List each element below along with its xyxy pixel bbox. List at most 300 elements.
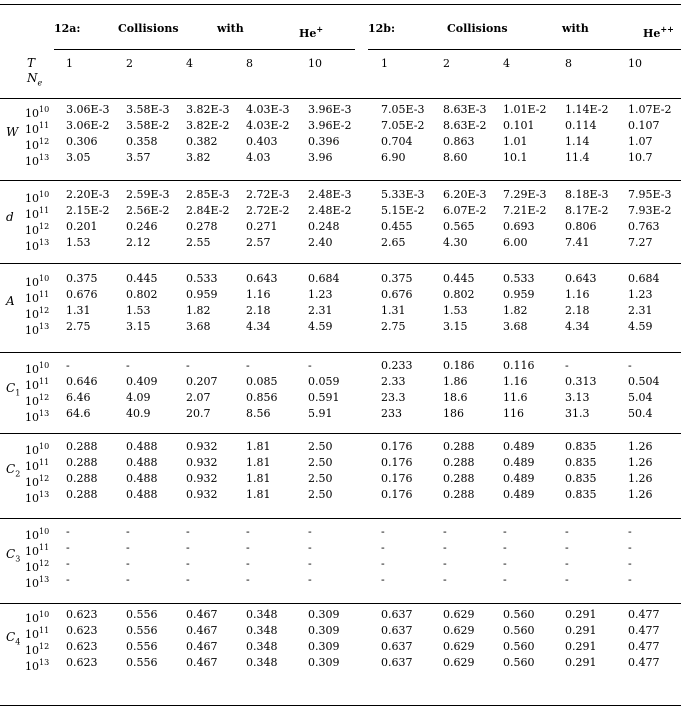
table-cell: 2.72E-2 xyxy=(246,204,290,217)
table-cell: 7.27 xyxy=(628,236,653,249)
table-cell: 0.309 xyxy=(308,608,340,621)
table-cell: 0.291 xyxy=(565,624,597,637)
table-cell: 0.556 xyxy=(126,640,158,653)
density-base: 10 xyxy=(25,139,39,152)
table-cell: 0.676 xyxy=(66,288,98,301)
table-cell: 0.637 xyxy=(381,640,413,653)
table-cell: 0.533 xyxy=(503,272,535,285)
table-cell: 0.556 xyxy=(126,608,158,621)
table-cell: 2.20E-3 xyxy=(66,188,110,201)
table-cell: 0.835 xyxy=(565,472,597,485)
table-cell: 0.246 xyxy=(126,220,158,233)
group-rule-2 xyxy=(0,263,681,264)
density-base: 10 xyxy=(25,545,39,558)
table-cell: 0.932 xyxy=(186,488,218,501)
temperature-header-b-8: 8 xyxy=(565,57,572,70)
table-cell: 0.445 xyxy=(443,272,475,285)
table-cell: 0.489 xyxy=(503,488,535,501)
table-cell: 3.82 xyxy=(186,151,211,164)
table-cell: 1.16 xyxy=(503,375,528,388)
table-cell: 3.58E-2 xyxy=(126,119,170,132)
table-cell: - xyxy=(381,557,385,570)
density-exponent: 10 xyxy=(39,527,50,536)
table-cell: - xyxy=(126,525,130,538)
table-cell: 3.96E-2 xyxy=(308,119,352,132)
table-cell: 1.53 xyxy=(66,236,91,249)
table-cell: 0.556 xyxy=(126,656,158,669)
table-cell: 0.629 xyxy=(443,656,475,669)
table-cell: 0.313 xyxy=(565,375,597,388)
table-cell: 0.348 xyxy=(246,640,278,653)
table-cell: 0.085 xyxy=(246,375,278,388)
density-base: 10 xyxy=(25,644,39,657)
table-cell: 0.623 xyxy=(66,656,98,669)
table-cell: 1.26 xyxy=(628,456,653,469)
table-cell: 3.05 xyxy=(66,151,91,164)
table-cell: 3.57 xyxy=(126,151,151,164)
parameter-subscript: 3 xyxy=(15,554,21,564)
table-cell: 0.288 xyxy=(443,488,475,501)
parameter-symbol: C xyxy=(6,381,16,395)
table-cell: - xyxy=(565,525,569,538)
table-cell: - xyxy=(246,525,250,538)
density-exponent: 12 xyxy=(39,306,50,315)
table-cell: 5.04 xyxy=(628,391,653,404)
table-cell: 0.643 xyxy=(246,272,278,285)
density-row-label xyxy=(25,573,49,591)
table-cell: 0.959 xyxy=(186,288,218,301)
table-cell: - xyxy=(565,359,569,372)
table-cell: 3.68 xyxy=(503,320,528,333)
table-cell: 0.556 xyxy=(126,624,158,637)
table-cell: 0.932 xyxy=(186,456,218,469)
parameter-symbol: C xyxy=(6,547,16,561)
section-12a-ion xyxy=(299,22,323,41)
table-cell: 0.348 xyxy=(246,624,278,637)
table-cell: 8.17E-2 xyxy=(565,204,609,217)
top-rule xyxy=(0,4,681,5)
table-cell: 0.629 xyxy=(443,624,475,637)
table-cell: 3.96 xyxy=(308,151,333,164)
table-cell: 0.291 xyxy=(565,640,597,653)
parameter-symbol: C xyxy=(6,630,16,644)
table-cell: 2.65 xyxy=(381,236,406,249)
table-cell: 4.03E-3 xyxy=(246,103,290,116)
table-cell: 0.477 xyxy=(628,656,660,669)
table-cell: 0.409 xyxy=(126,375,158,388)
table-cell: 4.59 xyxy=(628,320,653,333)
table-cell: - xyxy=(443,557,447,570)
density-exponent: 13 xyxy=(39,575,50,584)
temperature-header-b-2: 2 xyxy=(443,57,450,70)
table-cell: 0.288 xyxy=(66,440,98,453)
table-cell: - xyxy=(126,541,130,554)
table-cell: 4.34 xyxy=(565,320,590,333)
table-cell: - xyxy=(443,573,447,586)
table-cell: 0.932 xyxy=(186,440,218,453)
parameter-label-c1 xyxy=(6,381,20,397)
table-cell: 0.291 xyxy=(565,608,597,621)
table-cell: 4.03 xyxy=(246,151,271,164)
table-cell: - xyxy=(565,557,569,570)
density-exponent: 11 xyxy=(39,626,50,635)
density-exponent: 10 xyxy=(39,105,50,114)
table-cell: - xyxy=(443,525,447,538)
table-cell: 0.233 xyxy=(381,359,413,372)
density-base: 10 xyxy=(25,240,39,253)
table-cell: - xyxy=(126,573,130,586)
table-cell: 0.403 xyxy=(246,135,278,148)
density-exponent: 11 xyxy=(39,121,50,130)
density-base: 10 xyxy=(25,292,39,305)
table-cell: 0.488 xyxy=(126,440,158,453)
density-exponent: 12 xyxy=(39,559,50,568)
parameter-symbol: W xyxy=(6,125,19,139)
table-cell: 0.176 xyxy=(381,440,413,453)
table-cell: 0.477 xyxy=(628,640,660,653)
table-cell: 1.23 xyxy=(308,288,333,301)
table-cell: 0.806 xyxy=(565,220,597,233)
table-cell: - xyxy=(628,557,632,570)
table-cell: 3.06E-3 xyxy=(66,103,110,116)
group-rule-3 xyxy=(0,352,681,353)
table-cell: 2.50 xyxy=(308,472,333,485)
table-cell: 1.81 xyxy=(246,456,271,469)
table-cell: 0.676 xyxy=(381,288,413,301)
density-row-label xyxy=(25,320,49,338)
density-exponent: 13 xyxy=(39,153,50,162)
table-cell: 3.15 xyxy=(126,320,151,333)
table-cell: 8.63E-3 xyxy=(443,103,487,116)
density-base: 10 xyxy=(25,612,39,625)
table-cell: 0.396 xyxy=(308,135,340,148)
table-cell: 0.176 xyxy=(381,456,413,469)
table-cell: 0.643 xyxy=(565,272,597,285)
table-cell: 20.7 xyxy=(186,407,211,420)
table-cell: 0.637 xyxy=(381,608,413,621)
section-12b-title-word-1: Collisions xyxy=(447,22,508,35)
parameter-subscript: 2 xyxy=(15,469,21,479)
density-row-label xyxy=(25,236,49,254)
table-cell: - xyxy=(308,359,312,372)
table-cell: 7.05E-3 xyxy=(381,103,425,116)
table-cell: 0.560 xyxy=(503,656,535,669)
section-12a-title-word-1: Collisions xyxy=(118,22,179,35)
table-cell: 0.309 xyxy=(308,640,340,653)
density-base: 10 xyxy=(25,192,39,205)
table-cell: 2.48E-3 xyxy=(308,188,352,201)
table-cell: 2.75 xyxy=(66,320,91,333)
table-cell: - xyxy=(246,557,250,570)
table-cell: - xyxy=(186,557,190,570)
density-base: 10 xyxy=(25,660,39,673)
table-cell: 0.684 xyxy=(628,272,660,285)
table-cell: - xyxy=(66,541,70,554)
table-cell: 7.29E-3 xyxy=(503,188,547,201)
table-cell: 6.90 xyxy=(381,151,406,164)
table-cell: 0.201 xyxy=(66,220,98,233)
table-cell: - xyxy=(503,525,507,538)
table-cell: 3.82E-2 xyxy=(186,119,230,132)
rule-under-12b xyxy=(368,49,681,50)
table-cell: 116 xyxy=(503,407,524,420)
table-cell: 1.23 xyxy=(628,288,653,301)
table-cell: 0.763 xyxy=(628,220,660,233)
table-cell: - xyxy=(381,525,385,538)
density-exponent: 13 xyxy=(39,490,50,499)
table-cell: 4.34 xyxy=(246,320,271,333)
table-cell: 0.629 xyxy=(443,608,475,621)
parameter-label-d xyxy=(6,210,14,224)
density-row-label xyxy=(25,488,49,506)
table-cell: 0.684 xyxy=(308,272,340,285)
table-cell: 2.31 xyxy=(308,304,333,317)
table-cell: 2.57 xyxy=(246,236,271,249)
table-cell: 0.488 xyxy=(126,456,158,469)
group-rule-6 xyxy=(0,603,681,604)
temperature-header-a-2: 2 xyxy=(126,57,133,70)
table-cell: - xyxy=(628,573,632,586)
table-cell: 18.6 xyxy=(443,391,468,404)
table-cell: 0.271 xyxy=(246,220,278,233)
table-cell: 4.03E-2 xyxy=(246,119,290,132)
table-cell: 6.20E-3 xyxy=(443,188,487,201)
parameter-symbol: C xyxy=(6,462,16,476)
temperature-header-a-10: 10 xyxy=(308,57,322,70)
table-cell: 0.101 xyxy=(503,119,535,132)
table-cell: 0.288 xyxy=(443,456,475,469)
table-cell: - xyxy=(565,573,569,586)
table-cell: 0.835 xyxy=(565,440,597,453)
density-exponent: 10 xyxy=(39,361,50,370)
table-cell: 23.3 xyxy=(381,391,406,404)
table-cell: 0.802 xyxy=(126,288,158,301)
section-12b-ion-charge: ++ xyxy=(660,24,674,34)
table-cell: 0.856 xyxy=(246,391,278,404)
table-cell: 3.58E-3 xyxy=(126,103,170,116)
table-cell: 2.31 xyxy=(628,304,653,317)
density-base: 10 xyxy=(25,628,39,641)
table-cell: - xyxy=(308,557,312,570)
table-cell: - xyxy=(628,359,632,372)
table-cell: 2.85E-3 xyxy=(186,188,230,201)
density-exponent: 13 xyxy=(39,658,50,667)
table-cell: 50.4 xyxy=(628,407,653,420)
density-exponent: 10 xyxy=(39,610,50,619)
table-cell: - xyxy=(308,541,312,554)
table-cell: 2.72E-3 xyxy=(246,188,290,201)
table-cell: 1.81 xyxy=(246,472,271,485)
table-cell: 0.560 xyxy=(503,640,535,653)
density-row-label xyxy=(25,407,49,425)
table-cell: 0.637 xyxy=(381,624,413,637)
parameter-label-c3 xyxy=(6,547,20,563)
section-12a-title-word-2: with xyxy=(217,22,244,35)
table-cell: 0.306 xyxy=(66,135,98,148)
density-exponent: 10 xyxy=(39,442,50,451)
density-exponent: 12 xyxy=(39,137,50,146)
table-cell: 0.693 xyxy=(503,220,535,233)
table-cell: 0.348 xyxy=(246,656,278,669)
table-cell: - xyxy=(246,359,250,372)
table-cell: 1.81 xyxy=(246,488,271,501)
rule-under-12a xyxy=(54,49,355,50)
table-cell: 4.59 xyxy=(308,320,333,333)
temperature-header-a-4: 4 xyxy=(186,57,193,70)
table-cell: 0.059 xyxy=(308,375,340,388)
table-cell: - xyxy=(66,557,70,570)
density-exponent: 12 xyxy=(39,222,50,231)
table-cell: 2.07 xyxy=(186,391,211,404)
section-12b-label: 12b: xyxy=(368,22,396,35)
table-cell: 1.26 xyxy=(628,488,653,501)
table-cell: - xyxy=(186,573,190,586)
table-cell: - xyxy=(186,359,190,372)
table-cell: 0.629 xyxy=(443,640,475,653)
table-cell: 11.4 xyxy=(565,151,590,164)
table-cell: 0.489 xyxy=(503,440,535,453)
density-base: 10 xyxy=(25,492,39,505)
table-cell: 0.488 xyxy=(126,488,158,501)
section-12b-title-word-2: with xyxy=(562,22,589,35)
density-base: 10 xyxy=(25,395,39,408)
density-exponent: 10 xyxy=(39,190,50,199)
table-cell: 1.14E-2 xyxy=(565,103,609,116)
table-cell: 0.646 xyxy=(66,375,98,388)
table-cell: 1.16 xyxy=(565,288,590,301)
table-cell: 5.33E-3 xyxy=(381,188,425,201)
table-cell: 0.560 xyxy=(503,608,535,621)
density-base: 10 xyxy=(25,224,39,237)
table-cell: 0.288 xyxy=(66,488,98,501)
density-base: 10 xyxy=(25,529,39,542)
table-cell: - xyxy=(66,525,70,538)
temperature-label: T xyxy=(27,56,36,70)
section-12a-label: 12a: xyxy=(54,22,81,35)
table-cell: 3.06E-2 xyxy=(66,119,110,132)
table-cell: 5.91 xyxy=(308,407,333,420)
table-cell: 0.565 xyxy=(443,220,475,233)
table-cell: 8.18E-3 xyxy=(565,188,609,201)
table-cell: 0.445 xyxy=(126,272,158,285)
table-cell: - xyxy=(381,541,385,554)
table-cell: 1.01E-2 xyxy=(503,103,547,116)
table-cell: 0.116 xyxy=(503,359,535,372)
density-exponent: 11 xyxy=(39,458,50,467)
table-cell: - xyxy=(308,573,312,586)
table-cell: - xyxy=(308,525,312,538)
table-cell: 7.95E-3 xyxy=(628,188,672,201)
density-exponent: 11 xyxy=(39,290,50,299)
table-cell: 5.15E-2 xyxy=(381,204,425,217)
table-cell: 0.533 xyxy=(186,272,218,285)
density-base: 10 xyxy=(25,123,39,136)
table-cell: - xyxy=(66,359,70,372)
temperature-header-a-1: 1 xyxy=(66,57,73,70)
parameter-symbol: d xyxy=(6,210,14,224)
table-cell: - xyxy=(126,359,130,372)
density-base: 10 xyxy=(25,411,39,424)
table-cell: 2.56E-2 xyxy=(126,204,170,217)
table-cell: 31.3 xyxy=(565,407,590,420)
table-cell: 0.467 xyxy=(186,656,218,669)
table-cell: 1.82 xyxy=(186,304,211,317)
table-cell: 0.288 xyxy=(443,472,475,485)
group-rule-5 xyxy=(0,518,681,519)
table-cell: 0.186 xyxy=(443,359,475,372)
density-exponent: 10 xyxy=(39,274,50,283)
table-cell: 1.26 xyxy=(628,472,653,485)
density-exponent: 11 xyxy=(39,377,50,386)
temperature-header-b-4: 4 xyxy=(503,57,510,70)
table-cell: - xyxy=(186,525,190,538)
table-cell: 1.07E-2 xyxy=(628,103,672,116)
table-cell: - xyxy=(246,573,250,586)
table-cell: 2.50 xyxy=(308,440,333,453)
density-exponent: 12 xyxy=(39,393,50,402)
table-cell: 1.26 xyxy=(628,440,653,453)
table-cell: 2.50 xyxy=(308,456,333,469)
table-cell: 7.21E-2 xyxy=(503,204,547,217)
table-cell: - xyxy=(565,541,569,554)
table-cell: - xyxy=(503,573,507,586)
table-cell: 0.176 xyxy=(381,472,413,485)
density-base: 10 xyxy=(25,460,39,473)
table-cell: 0.560 xyxy=(503,624,535,637)
density-base: 10 xyxy=(25,379,39,392)
table-cell: 0.288 xyxy=(66,472,98,485)
section-12a-ion-charge: + xyxy=(316,24,324,34)
parameter-label-w xyxy=(6,125,18,139)
table-cell: 0.382 xyxy=(186,135,218,148)
section-12b-ion xyxy=(643,22,674,41)
table-cell: - xyxy=(246,541,250,554)
table-cell: 233 xyxy=(381,407,402,420)
table-cell: 11.6 xyxy=(503,391,528,404)
table-cell: 1.31 xyxy=(381,304,406,317)
table-cell: 2.12 xyxy=(126,236,151,249)
header-rule xyxy=(0,98,681,99)
table-cell: 6.07E-2 xyxy=(443,204,487,217)
table-cell: 3.82E-3 xyxy=(186,103,230,116)
table-cell: 2.75 xyxy=(381,320,406,333)
density-exponent: 11 xyxy=(39,543,50,552)
table-cell: 0.375 xyxy=(66,272,98,285)
table-cell: 0.835 xyxy=(565,488,597,501)
table-cell: 64.6 xyxy=(66,407,91,420)
table-cell: 0.591 xyxy=(308,391,340,404)
table-cell: 0.637 xyxy=(381,656,413,669)
table-cell: 2.33 xyxy=(381,375,406,388)
density-exponent: 13 xyxy=(39,322,50,331)
table-cell: 2.55 xyxy=(186,236,211,249)
table-cell: 2.50 xyxy=(308,488,333,501)
table-cell: 0.802 xyxy=(443,288,475,301)
table-cell: 8.63E-2 xyxy=(443,119,487,132)
table-cell: 0.176 xyxy=(381,488,413,501)
table-cell: 1.31 xyxy=(66,304,91,317)
table-cell: - xyxy=(381,573,385,586)
table-cell: 0.288 xyxy=(66,456,98,469)
density-label xyxy=(27,71,42,87)
table-cell: 0.504 xyxy=(628,375,660,388)
density-base: 10 xyxy=(25,561,39,574)
table-cell: 4.30 xyxy=(443,236,468,249)
density-base: 10 xyxy=(25,276,39,289)
table-cell: - xyxy=(443,541,447,554)
table-cell: 40.9 xyxy=(126,407,151,420)
table-cell: 1.82 xyxy=(503,304,528,317)
